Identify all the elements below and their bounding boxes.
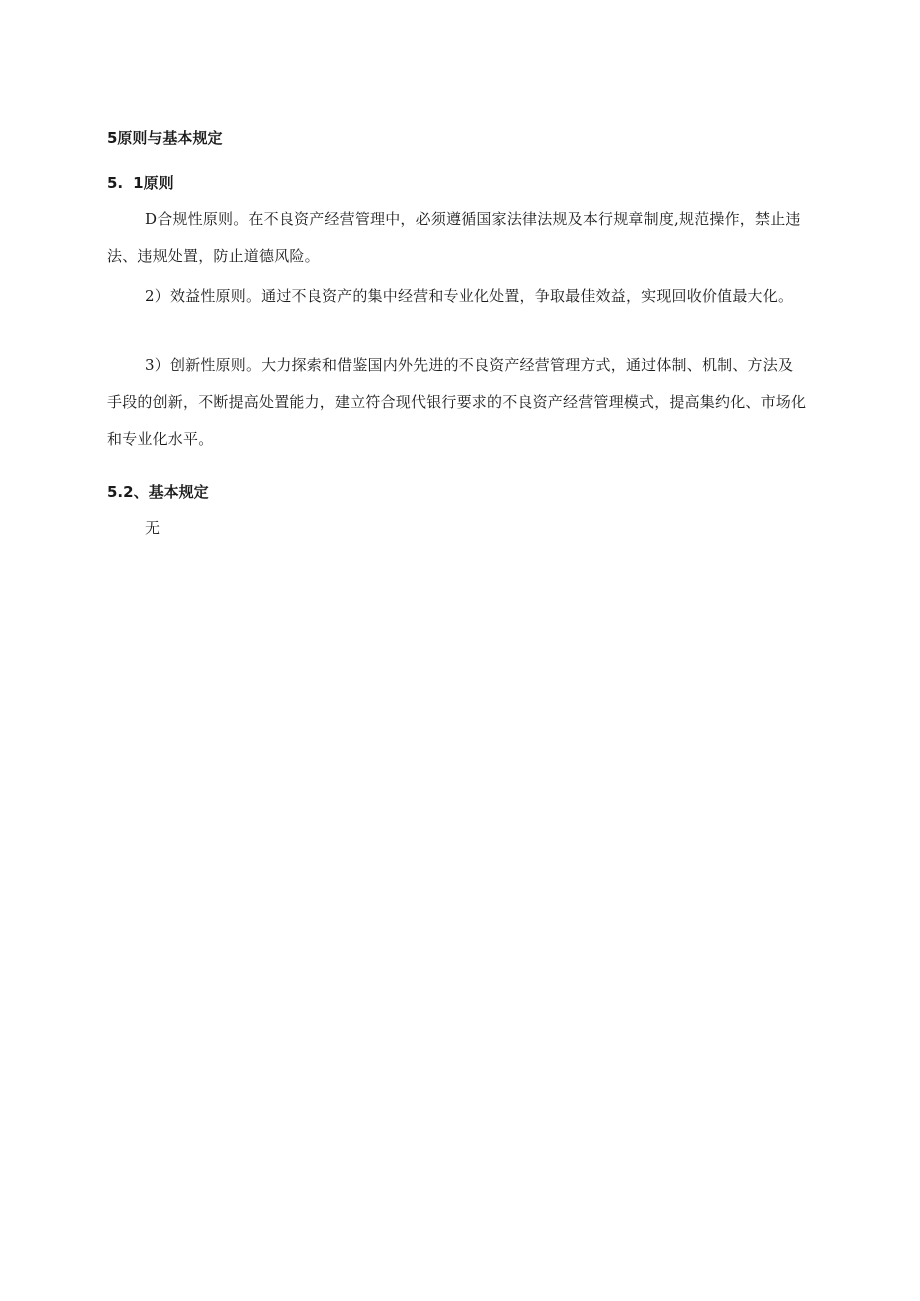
subsection-title: 1原则 <box>133 174 174 192</box>
basic-rules-body: 无 <box>145 519 161 537</box>
principle-efficiency: 2）效益性原则。通过不良资产的集中经营和专业化处置，争取最佳效益，实现回收价值最大化。 <box>145 287 794 305</box>
section-heading: 5原则与基本规定 <box>107 129 223 147</box>
subsection-heading-principles <box>107 173 174 193</box>
principle-innovation: 3）创新性原则。大力探索和借鉴国内外先进的不良资产经营管理方式，通过体制、机制、方法及手段的创新，不断提高处置能力，建立符合现代银行要求的不良资产经营管理模式，提高集约化、市场化和专业化水平。 <box>107 356 807 448</box>
subsection-heading-basic-rules: 5.2、基本规定 <box>107 483 209 501</box>
principle-compliance: D合规性原则。在不良资产经营管理中，必须遵循国家法律法规及本行规章制度,规范操作，禁止违法、违规处置，防止道德风险。 <box>107 210 801 265</box>
subsection-number: 5. <box>107 174 124 192</box>
